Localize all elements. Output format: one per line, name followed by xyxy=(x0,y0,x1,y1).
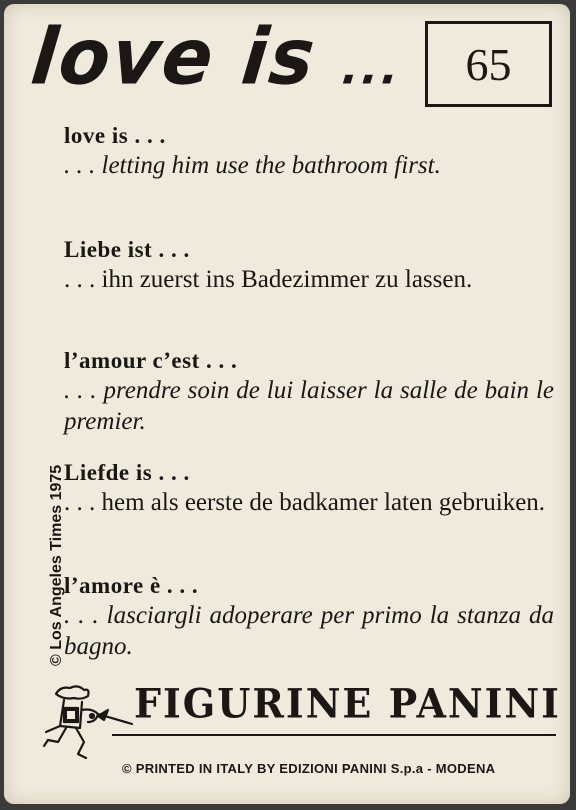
love-is-title xyxy=(27,12,407,102)
entry-text: . . . letting him use the bathroom first. xyxy=(64,152,441,179)
printed-notice: © PRINTED IN ITALY BY EDIZIONI PANINI S.p.a - MODENA xyxy=(122,761,496,776)
entry-german xyxy=(64,236,554,295)
sticker-card xyxy=(4,4,570,804)
entry-text: . . . ihn zuerst ins Badezimmer zu lassen. xyxy=(64,266,473,293)
copyright-notice: © Los Angeles Times 1975 xyxy=(48,464,65,666)
card-number: 65 xyxy=(465,38,512,90)
footer-rule xyxy=(112,734,556,736)
card-number-box xyxy=(425,21,552,107)
entry-italian xyxy=(64,572,554,662)
entry-heading: l’amore è . . . xyxy=(64,573,199,598)
entry-text: . . . prendre soin de lui laisser la salle de bain le premier. xyxy=(64,377,554,435)
entry-heading: Liefde is . . . xyxy=(64,460,190,485)
entry-text: . . . hem als eerste de badkamer laten gebruiken. xyxy=(64,489,546,516)
title-text: love is xyxy=(27,11,321,103)
entry-heading: love is . . . xyxy=(64,123,166,148)
entry-dutch xyxy=(64,459,554,518)
title-dots: ... xyxy=(339,41,405,95)
entry-text: . . . lasciargli adoperare per primo la stanza da bagno. xyxy=(64,602,554,660)
entry-heading: Liebe ist . . . xyxy=(64,237,190,262)
entry-french xyxy=(64,347,554,437)
entry-english xyxy=(64,122,554,181)
panini-brand: FIGURINE PANINI xyxy=(134,679,561,728)
entry-heading: l’amour c’est . . . xyxy=(64,348,238,373)
panini-knight-icon xyxy=(38,680,134,776)
